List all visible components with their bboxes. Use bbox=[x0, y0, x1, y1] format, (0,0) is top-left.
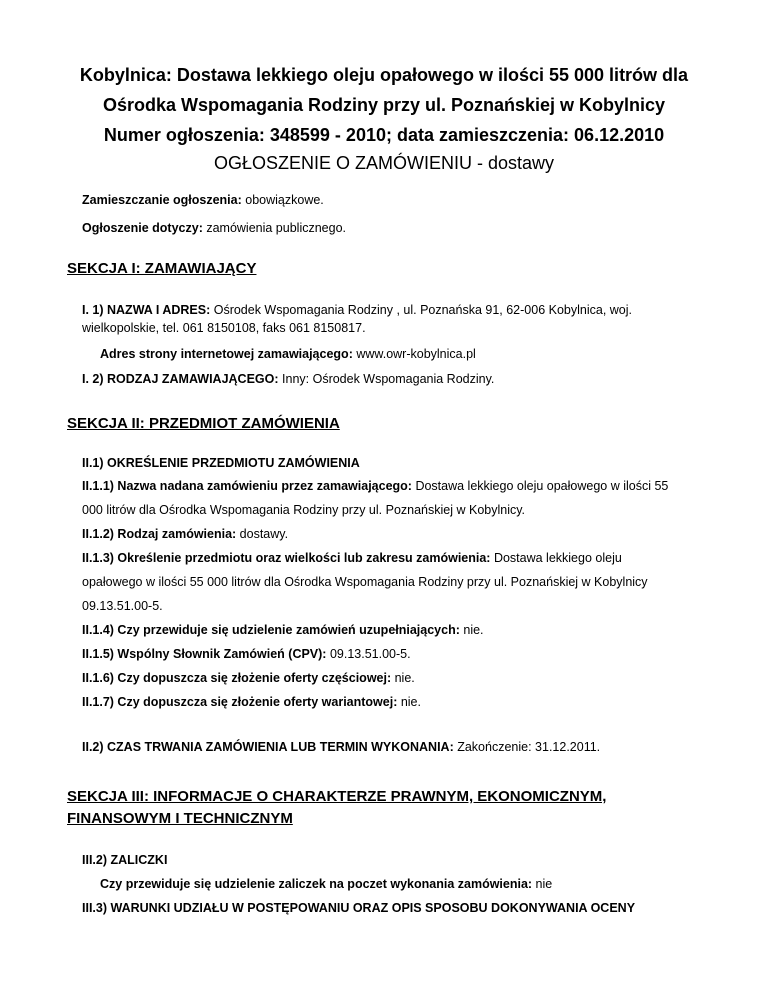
ii13-value: Dostawa lekkiego oleju bbox=[490, 551, 622, 565]
ii12-row bbox=[82, 526, 288, 542]
posting-value: obowiązkowe. bbox=[241, 193, 324, 207]
ii14-label: II.1.4) Czy przewiduje się udzielenie zamówień uzupełniających: bbox=[82, 623, 460, 637]
iii3-heading-text: III.3) WARUNKI UDZIAŁU W POSTĘPOWANIU ORAZ OPIS SPOSOBU DOKONYWANIA OCENY bbox=[82, 901, 636, 915]
ii13-label: II.1.3) Określenie przedmiotu oraz wielkości lub zakresu zamówienia: bbox=[82, 551, 491, 565]
ii2-label: II.2) CZAS TRWANIA ZAMÓWIENIA LUB TERMIN WYKONANIA: bbox=[82, 740, 454, 754]
document-header bbox=[0, 60, 768, 176]
title-line-1: Kobylnica: Dostawa lekkiego oleju opałowego w ilości 55 000 litrów dla bbox=[79, 65, 689, 85]
ii14-row bbox=[82, 622, 484, 638]
concerns-row bbox=[82, 220, 346, 236]
ii2-row bbox=[82, 739, 600, 755]
ii2-value: Zakończenie: 31.12.2011. bbox=[453, 740, 601, 754]
ii1-heading bbox=[82, 455, 360, 471]
website-value: www.owr-kobylnica.pl bbox=[352, 347, 476, 361]
name-address-label: I. 1) NAZWA I ADRES: bbox=[82, 303, 211, 317]
advance-label: Czy przewiduje się udzielenie zaliczek na poczet wykonania zamówienia: bbox=[100, 877, 533, 891]
iii2-heading bbox=[82, 852, 167, 868]
ii12-label: II.1.2) Rodzaj zamówienia: bbox=[82, 527, 237, 541]
ii17-value: nie. bbox=[397, 695, 421, 709]
ii11-label: II.1.1) Nazwa nadana zamówieniu przez zamawiającego: bbox=[82, 479, 412, 493]
posting-row bbox=[82, 192, 324, 208]
section-2-title: SEKCJA II: PRZEDMIOT ZAMÓWIENIA bbox=[67, 415, 340, 432]
iii3-heading bbox=[82, 900, 635, 916]
contracting-type-label: I. 2) RODZAJ ZAMAWIAJĄCEGO: bbox=[82, 372, 279, 386]
website-label: Adres strony internetowej zamawiającego: bbox=[100, 347, 353, 361]
ii16-label: II.1.6) Czy dopuszcza się złożenie oferty częściowej: bbox=[82, 671, 392, 685]
ii15-value: 09.13.51.00-5. bbox=[326, 647, 411, 661]
contracting-type-value: Inny: Ośrodek Wspomagania Rodziny. bbox=[278, 372, 495, 386]
title-line-2: Ośrodka Wspomagania Rodziny przy ul. Poznańskiej w Kobylnicy bbox=[102, 95, 666, 115]
ii13-row bbox=[82, 550, 622, 566]
name-address-row bbox=[82, 302, 632, 318]
ii11-row bbox=[82, 478, 668, 494]
ii11-value: Dostawa lekkiego oleju opałowego w ilości 55 bbox=[411, 479, 669, 493]
name-address-continuation: wielkopolskie, tel. 061 8150108, faks 061 8150817. bbox=[82, 321, 366, 335]
ii14-value: nie. bbox=[459, 623, 484, 637]
ii17-row bbox=[82, 694, 421, 710]
ii17-label: II.1.7) Czy dopuszcza się złożenie oferty wariantowej: bbox=[82, 695, 398, 709]
ii16-row bbox=[82, 670, 415, 686]
ii12-value: dostawy. bbox=[236, 527, 289, 541]
ii15-row bbox=[82, 646, 411, 662]
ii13-continuation-2: 09.13.51.00-5. bbox=[82, 599, 163, 613]
ii16-value: nie. bbox=[391, 671, 415, 685]
document-subtitle: OGŁOSZENIE O ZAMÓWIENIU - dostawy bbox=[213, 153, 555, 173]
contracting-type-row bbox=[82, 371, 494, 387]
concerns-value: zamówienia publicznego. bbox=[202, 221, 346, 235]
ii11-continuation: 000 litrów dla Ośrodka Wspomagania Rodziny przy ul. Poznańskiej w Kobylnicy. bbox=[82, 503, 526, 517]
name-address-value: Ośrodek Wspomagania Rodziny , ul. Poznańska 91, 62-006 Kobylnica, woj. bbox=[210, 303, 633, 317]
title-line-3: Numer ogłoszenia: 348599 - 2010; data zamieszczenia: 06.12.2010 bbox=[103, 125, 665, 145]
section-1-title: SEKCJA I: ZAMAWIAJĄCY bbox=[67, 260, 257, 277]
posting-label: Zamieszczanie ogłoszenia: bbox=[82, 193, 242, 207]
ii15-label: II.1.5) Wspólny Słownik Zamówień (CPV): bbox=[82, 647, 327, 661]
ii13-continuation-1: opałowego w ilości 55 000 litrów dla Ośrodka Wspomagania Rodziny przy ul. Poznańskiej w Kobylnicy bbox=[82, 575, 648, 589]
website-row bbox=[100, 346, 476, 362]
advance-value: nie bbox=[532, 877, 553, 891]
section-3-title-line-2: FINANSOWYM I TECHNICZNYM bbox=[67, 810, 293, 827]
concerns-label: Ogłoszenie dotyczy: bbox=[82, 221, 203, 235]
ii1-heading-text: II.1) OKREŚLENIE PRZEDMIOTU ZAMÓWIENIA bbox=[82, 456, 360, 470]
iii2-heading-text: III.2) ZALICZKI bbox=[82, 853, 168, 867]
section-3-title-line-1: SEKCJA III: INFORMACJE O CHARAKTERZE PRAWNYM, EKONOMICZNYM, bbox=[67, 788, 607, 805]
advance-row bbox=[100, 876, 552, 892]
